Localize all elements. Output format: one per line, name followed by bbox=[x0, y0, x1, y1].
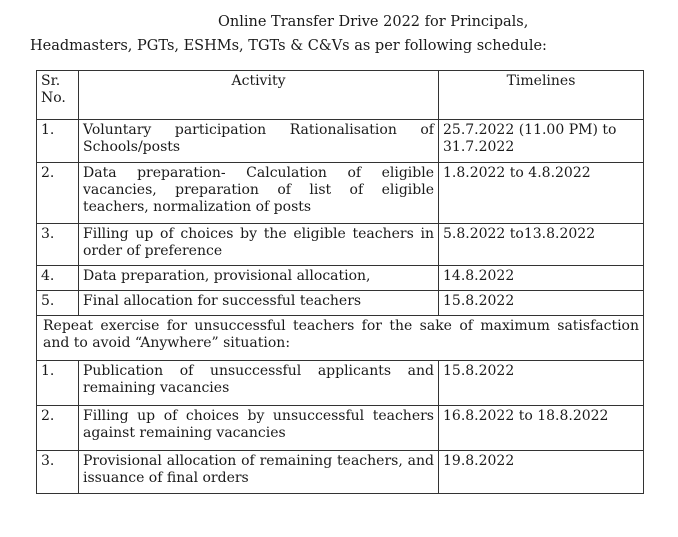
repeat-note-row bbox=[37, 316, 644, 361]
row-sr: 3. bbox=[37, 224, 79, 266]
table-row bbox=[37, 266, 644, 291]
row-activity: Filling up of choices by the eligible teachers in order of preference bbox=[79, 224, 439, 266]
header-activity: Activity bbox=[79, 71, 439, 120]
row-timeline: 25.7.2022 (11.00 PM) to 31.7.2022 bbox=[439, 120, 644, 163]
table-header-row bbox=[37, 71, 644, 120]
row-activity: Provisional allocation of remaining teachers, and issuance of final orders bbox=[79, 451, 439, 494]
header-sr-no bbox=[37, 71, 79, 120]
schedule-table bbox=[36, 70, 644, 494]
header-timelines: Timelines bbox=[439, 71, 644, 120]
row-sr: 2. bbox=[37, 163, 79, 224]
table-row bbox=[37, 291, 644, 316]
row-timeline: 15.8.2022 bbox=[439, 361, 644, 406]
table-row bbox=[37, 406, 644, 451]
header-sr-line1: Sr. bbox=[41, 73, 61, 89]
row-timeline: 15.8.2022 bbox=[439, 291, 644, 316]
row-activity: Publication of unsuccessful applicants and remaining vacancies bbox=[79, 361, 439, 406]
row-activity: Data preparation- Calculation of eligible vacancies, preparation of list of eligible teachers, normalization of posts bbox=[79, 163, 439, 224]
repeat-note: Repeat exercise for unsuccessful teachers for the sake of maximum satisfaction and to avoid “Anywhere” situation: bbox=[37, 316, 644, 361]
table-row bbox=[37, 163, 644, 224]
row-activity: Voluntary participation Rationalisation of Schools/posts bbox=[79, 120, 439, 163]
header-sr-line2: No. bbox=[41, 90, 66, 106]
row-sr: 5. bbox=[37, 291, 79, 316]
row-sr: 3. bbox=[37, 451, 79, 494]
heading-line-1: Online Transfer Drive 2022 for Principals, bbox=[218, 14, 529, 30]
row-timeline: 5.8.2022 to13.8.2022 bbox=[439, 224, 644, 266]
row-activity: Filling up of choices by unsuccessful teachers against remaining vacancies bbox=[79, 406, 439, 451]
table-row bbox=[37, 451, 644, 494]
row-sr: 1. bbox=[37, 120, 79, 163]
row-timeline: 16.8.2022 to 18.8.2022 bbox=[439, 406, 644, 451]
row-timeline: 19.8.2022 bbox=[439, 451, 644, 494]
row-activity: Data preparation, provisional allocation, bbox=[79, 266, 439, 291]
row-timeline: 1.8.2022 to 4.8.2022 bbox=[439, 163, 644, 224]
table-row bbox=[37, 120, 644, 163]
row-sr: 2. bbox=[37, 406, 79, 451]
heading-line-2: Headmasters, PGTs, ESHMs, TGTs & C&Vs as per following schedule: bbox=[30, 38, 547, 54]
row-sr: 4. bbox=[37, 266, 79, 291]
row-sr: 1. bbox=[37, 361, 79, 406]
row-timeline: 14.8.2022 bbox=[439, 266, 644, 291]
row-activity: Final allocation for successful teachers bbox=[79, 291, 439, 316]
table-row bbox=[37, 361, 644, 406]
table-row bbox=[37, 224, 644, 266]
